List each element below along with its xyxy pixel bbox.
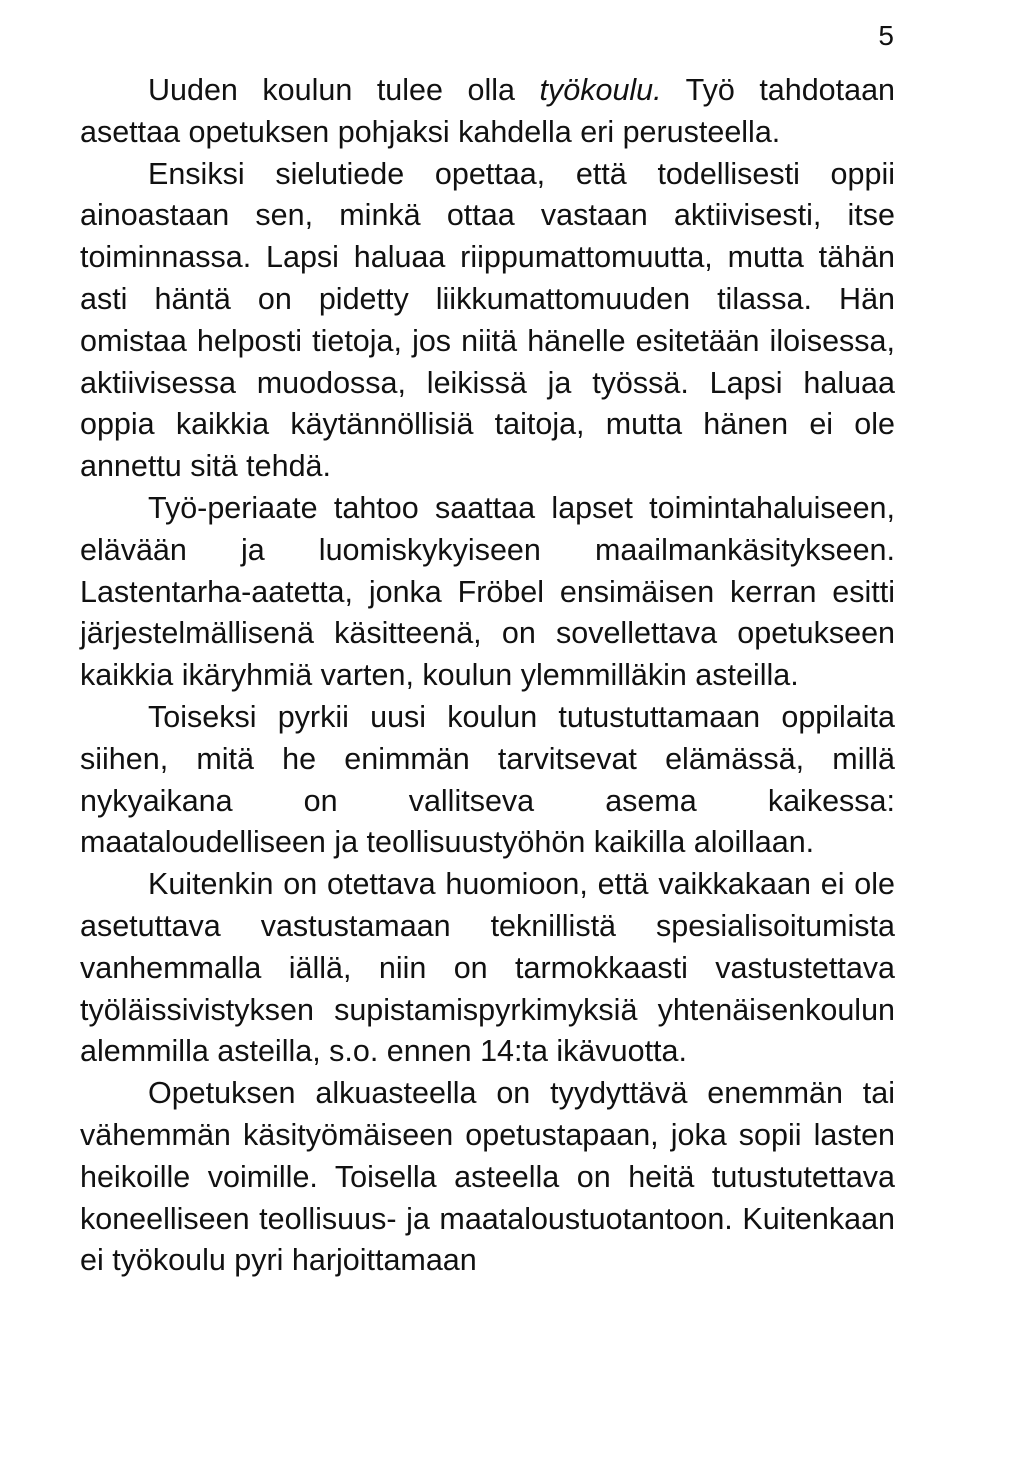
paragraph-1-text-end: Työ tahdotaan asettaa opetuksen pohjaksi kahdella eri perusteella. [80,73,896,149]
paragraph-1-text-start: Uuden koulun tulee olla [148,73,540,107]
paragraph-5: Kuitenkin on otettava huomioon, että vaikkakaan ei ole asetuttava vastustamaan teknillistä spesialisoitumista vanhemmalla iällä, niin on tarmokkaasti vastustettava työläissivistyksen supistamispyrkimyksiä yhtenäisenkoulun alemmilla asteilla, s.o. ennen 14:ta ikävuotta. [80,867,895,1069]
paragraph-3: Työ-periaate tahtoo saattaa lapset toimintahaluiseen, elävään ja luomiskykyiseen maailmankäsitykseen. Lastentarha-aatetta, jonka Fröbel ensimäisen kerran esitti järjestelmällisenä käsitteenä, on sovellettava opetukseen kaikkia ikäryhmiä varten, koulun ylemmilläkin asteilla. [80,490,895,693]
page-number: 5 [878,20,894,51]
body-text [80,70,895,1282]
paragraph-1-emphasis: työkoulu. [539,73,662,107]
paragraph-4: Toiseksi pyrkii uusi koulun tutustuttamaan oppilaita siihen, mitä he enimmän tarvitsevat elämässä, millä nykyaikana on vallitseva asema kaikessa: maataloudelliseen ja teollisuustyöhön kaikilla aloillaan. [80,699,895,860]
paragraph-2: Ensiksi sielutiede opettaa, että todellisesti oppii ainoastaan sen, minkä ottaa vastaan aktiivisesti, itse toiminnassa. Lapsi haluaa riippumattomuutta, mutta tähän asti häntä on pidetty liikkumattomuuden tilassa. Hän omistaa helposti tietoja, jos niitä hänelle esitetään iloisessa, aktiivisessa muodossa, leikissä ja työssä. Lapsi haluaa oppia kaikkia käytännöllisiä taitoja, mutta hänen ei ole annettu sitä tehdä. [80,156,895,484]
paragraph-6: Opetuksen alkuasteella on tyydyttävä enemmän tai vähemmän käsityömäiseen opetustapaan, joka sopii lasten heikoille voimille. Toisella asteella on heitä tutustutettava koneelliseen teollisuus- ja maataloustuotantoon. Kuitenkaan ei työkoulu pyri harjoittamaan [80,1076,895,1278]
paragraph-1 [80,70,895,154]
